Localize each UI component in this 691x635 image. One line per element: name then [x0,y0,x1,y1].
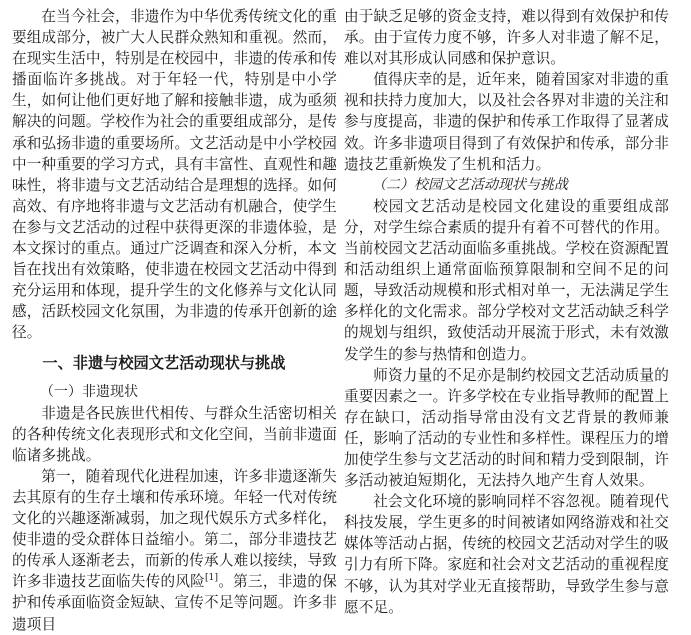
paragraph-campus-activities: 校园文艺活动是校园文化建设的重要组成部分，对学生综合素质的提升有着不可替代的作用。当前校园文艺活动面临多重挑战。学校在资源配置和活动组织上通常面临预算限制和空间不足的问题，导致活动规模和形式相对单一，无法满足学生多样化的文化需求。部分学校对文艺活动缺乏科学的规划与组织，致使活动开展流于形式，未有效激发学生的参与热情和创造力。 [344,197,669,363]
subsection-heading-status: （一）非遗现状 [40,383,138,400]
paragraph-challenges-text-b: 。第三，非遗的保护和传承面临资金短缺、宣传不足等问题。许多非遗项目 [12,573,337,633]
continued-paragraph: 由于缺乏足够的资金支持，难以得到有效保护和传承。由于宣传力度不够，许多人对非遗了解不足，难以对其形成认同感和保护意识。 [344,8,669,68]
paragraph-teachers: 师资力量的不足亦是制约校园文艺活动质量的重要因素之一。许多学校在专业指导教师的配置上存在缺口，活动指导常由没有文艺背景的教师兼任，影响了活动的专业性和多样性。课程压力的增加使学生参与文艺活动的时间和精力受到限制，许多活动被迫短期化，无法持久地产生育人效果。 [344,366,669,490]
citation-1: [1] [205,573,219,584]
right-column [344,6,669,618]
subsection-heading-campus: （二）校园文艺活动现状与挑战 [372,176,568,193]
section-heading: 一、非遗与校园文艺活动现状与挑战 [42,353,286,372]
paragraph-social-environment: 社会文化环境的影响同样不容忽视。随着现代科技发展，学生更多的时间被诸如网络游戏和社交媒体等活动占据，传统的校园文艺活动对学生的吸引力有所下降。家庭和社会对文艺活动的重视程度不够，认为其对学业无直接帮助，导致学生参与意愿不足。 [344,493,669,616]
intro-paragraph: 在当今社会，非遗作为中华优秀传统文化的重要组成部分，被广大人民群众熟知和重视。然而，在现实生活中，特别是在校园中，非遗的传承和传播面临许多挑战。对于年轻一代，特别是中小学生，如何让他们更好地了解和接触非遗，成为亟须解决的问题。学校作为社会的重要组成部分，是传承和弘扬非遗的重要场所。文艺活动是中小学校园中一种重要的学习方式，具有丰富性、直观性和趣味性，将非遗与文艺活动结合是理想的选择。如何高效、有序地将非遗与文艺活动有机融合，使学生在参与文艺活动的过程中获得更深的非遗体验，是本文探讨的重点。通过广泛调查和深入分析，本文旨在找出有效策略，使非遗在校园文艺活动中得到充分运用和体现，提升学生的文化修养与文化认同感，活跃校园文化氛围，为非遗的传承开创新的途径。 [12,8,337,342]
paragraph-progress: 值得庆幸的是，近年来，随着国家对非遗的重视和扶持力度加大，以及社会各界对非遗的关注和参与度提高，非遗的保护和传承工作取得了显著成效。许多非遗项目得到了有效保护和传承，部分非遗技艺重新焕发了生机和活力。 [344,71,669,173]
left-column [12,6,337,635]
paragraph-definition: 非遗是各民族世代相传、与群众生活密切相关的各种传统文化表现形式和文化空间，当前非遗面临诸多挑战。 [12,404,337,464]
paragraph-challenges [12,466,337,635]
paragraph-challenges-text-a: 第一，随着现代化进程加速，许多非遗逐渐失去其原有的生存土壤和传承环境。年轻一代对传统文化的兴趣逐渐减弱，加之现代娱乐方式多样化，使非遗的受众群体日益缩小。第二，部分非遗技艺的传承人逐渐老去，而新的传承人难以接续，导致许多非遗技艺面临失传的风险 [12,467,337,591]
